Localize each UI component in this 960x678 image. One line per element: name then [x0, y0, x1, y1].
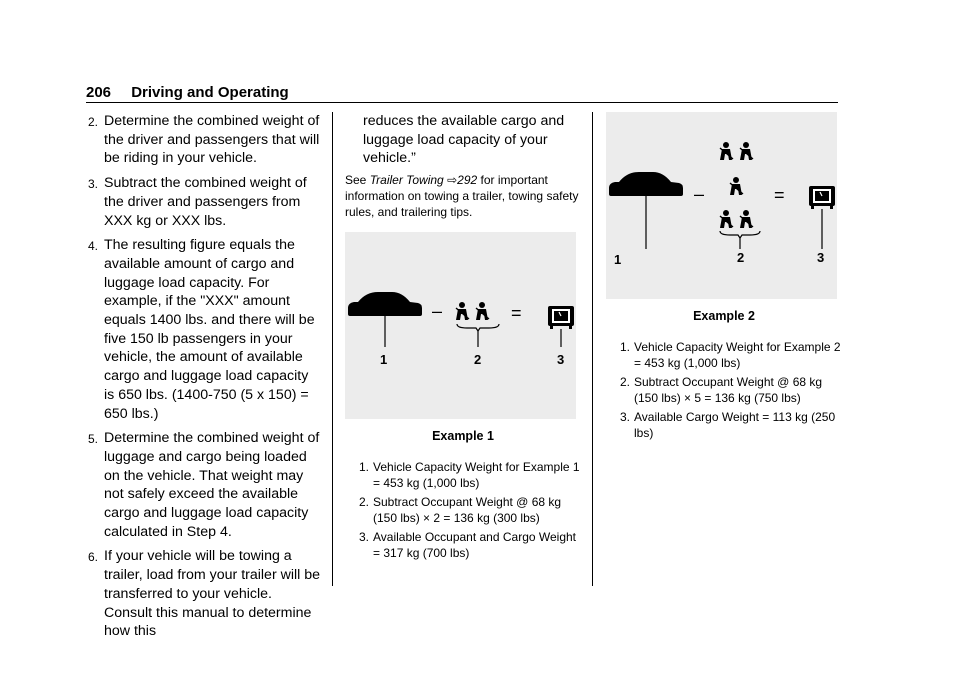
list-item: [620, 375, 842, 406]
step-item: [86, 236, 322, 423]
see-prefix: See: [345, 173, 367, 188]
seatbelt-occupant-icon: [720, 210, 733, 228]
list-item: [359, 495, 581, 526]
step-text: Subtract the combined weight of the driver and passengers from XXX kg or XXX lbs.: [104, 175, 307, 229]
vehicle-icon: [609, 172, 683, 196]
page-header: [86, 84, 289, 101]
list-item: [359, 530, 581, 561]
callout-label-3: 3: [557, 352, 565, 368]
steps-list: [86, 112, 322, 641]
seatbelt-occupant-icon: [720, 142, 733, 160]
item-text: Vehicle Capacity Weight for Example 1 = 453 kg (1,000 lbs): [373, 460, 580, 490]
seatbelt-occupant-icon: [730, 177, 743, 195]
trailer-towing-link[interactable]: Trailer Towing: [369, 173, 444, 188]
item-text: Vehicle Capacity Weight for Example 2 = 453 kg (1,000 lbs): [634, 340, 841, 370]
step-text: Determine the combined weight of the driver and passengers that will be riding in your vehicle.: [104, 113, 320, 167]
step-text: The resulting figure equals the available amount of cargo and luggage load capacity. For example, if the "XXX" amount equals 1400 lbs. and there will be five 150 lb passengers in your vehicle, the amount of available cargo and luggage load capacity is 650 lbs. (1400-750 (5 x 150) = 650 lbs.): [104, 237, 315, 422]
see-reference: [345, 172, 581, 220]
step-item: [86, 112, 322, 168]
callout-label-3: 3: [817, 250, 825, 265]
list-item: [620, 410, 842, 441]
item-number: 1.: [359, 460, 370, 475]
step-number: 6.: [88, 550, 99, 565]
item-number: 2.: [359, 495, 370, 510]
example-2-diagram: [606, 112, 837, 299]
example-1-list: [345, 460, 581, 561]
equals-sign: =: [511, 303, 522, 324]
callout-label-1: 1: [380, 352, 388, 368]
seatbelt-occupant-icon: [740, 142, 753, 160]
list-item: [620, 340, 842, 371]
column-divider-2: [592, 112, 593, 586]
item-number: 2.: [620, 375, 631, 389]
example-2-list: [606, 340, 842, 441]
seatbelt-occupant-icon: [476, 302, 489, 320]
cargo-luggage-icon: [809, 186, 835, 209]
step-text: Determine the combined weight of luggage and cargo being loaded on the vehicle. That weight may not safely exceed the available cargo and luggage load capacity calculated in Step 4.: [104, 430, 320, 540]
step-text: If your vehicle will be towing a trailer, load from your trailer will be transferred to your vehicle. Consult this manual to determine how this: [104, 548, 321, 640]
minus-sign: –: [432, 301, 443, 322]
page-number: 206: [86, 84, 112, 101]
item-text: Available Cargo Weight = 113 kg (250 lbs): [634, 410, 836, 440]
occupant-bracket: [720, 231, 760, 238]
example-1-illustration: [345, 232, 576, 419]
item-text: Available Occupant and Cargo Weight = 317 kg (700 lbs): [373, 530, 577, 560]
step-number: 2.: [88, 115, 99, 129]
item-text: Subtract Occupant Weight @ 68 kg (150 lbs) × 5 = 136 kg (750 lbs): [634, 375, 823, 405]
step-number: 4.: [88, 239, 99, 254]
vehicle-icon: [348, 292, 422, 316]
step-item: [86, 547, 322, 641]
item-number: 1.: [620, 340, 631, 354]
callout-label-2: 2: [737, 250, 745, 265]
cargo-luggage-icon: [548, 306, 574, 329]
column-3: [606, 112, 842, 445]
example-2-illustration: [606, 112, 837, 299]
list-item: [359, 460, 581, 491]
item-number: 3.: [620, 410, 631, 424]
section-title: Driving and Operating: [131, 84, 289, 101]
equals-sign: =: [774, 185, 785, 205]
header-rule: [86, 102, 838, 103]
example-1-diagram: [345, 232, 576, 419]
minus-sign: –: [694, 184, 705, 204]
step-continuation: reduces the available cargo and luggage load capacity of your vehicle.”: [363, 113, 565, 167]
step-item: [86, 174, 322, 230]
callout-label-1: 1: [614, 252, 622, 267]
item-number: 3.: [359, 530, 370, 545]
seatbelt-occupant-icon: [740, 210, 753, 228]
column-1: [86, 112, 322, 647]
see-suffix: for important information on towing a trailer, towing safety rules, and trailering tips.: [345, 173, 579, 220]
occupant-bracket: [457, 324, 499, 331]
step-item: [86, 429, 322, 541]
item-text: Subtract Occupant Weight @ 68 kg (150 lbs) × 2 = 136 kg (300 lbs): [373, 495, 562, 525]
callout-label-2: 2: [474, 352, 482, 368]
column-divider-1: [332, 112, 333, 586]
column-2: [345, 112, 581, 565]
figure-caption: Example 2: [693, 309, 755, 323]
step-number: 3.: [88, 177, 99, 192]
page-ref-arrow-icon: ⇨: [447, 173, 458, 188]
seatbelt-occupant-icon: [456, 302, 469, 320]
step-number: 5.: [88, 432, 99, 447]
page-ref[interactable]: 292: [457, 173, 478, 188]
figure-caption: Example 1: [432, 429, 494, 444]
